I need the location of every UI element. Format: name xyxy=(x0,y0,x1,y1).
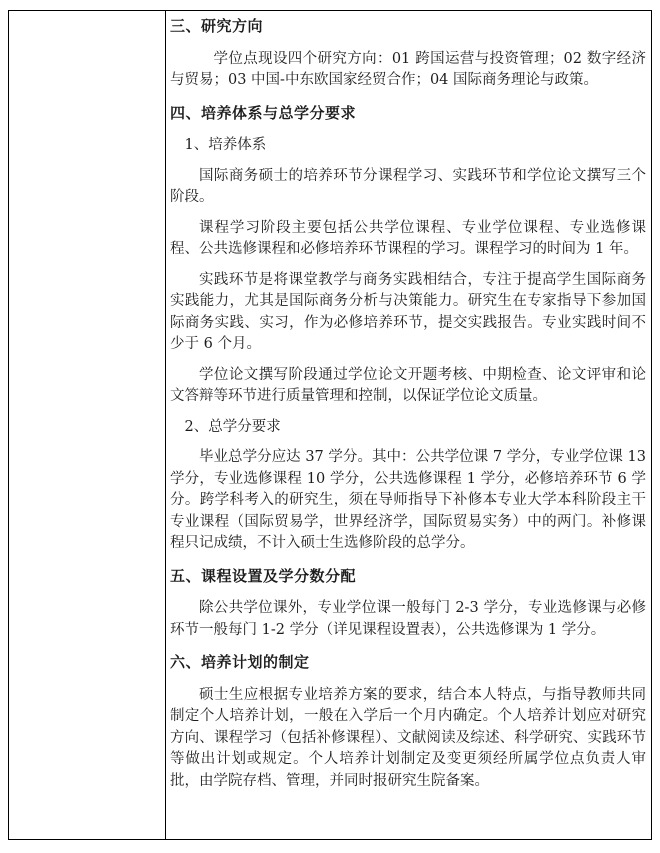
paragraph: 学位论文撰写阶段通过学位论文开题考核、中期检查、论文评审和论文答辩等环节进行质量管理和控制，以保证学位论文质量。 xyxy=(170,366,646,404)
sub-heading: 1、培养体系 xyxy=(184,137,267,153)
paragraph: 除公共学位课外，专业学位课一般每门 2-3 学分，专业选修课与必修环节一般每门 1-2 学分（详见课程设置表），公共选修课为 1 学分。 xyxy=(170,600,646,638)
left-empty-cell xyxy=(9,11,166,840)
layout-table xyxy=(8,10,652,840)
section-heading: 三、研究方向 xyxy=(170,17,264,35)
paragraph: 学位点现设四个研究方向：01 跨国运营与投资管理；02 数字经济与贸易；03 中国-中东欧国家经贸合作；04 国际商务理论与政策。 xyxy=(170,50,646,88)
paragraph: 课程学习阶段主要包括公共学位课程、专业学位课程、专业选修课程、公共选修课程和必修培养环节课程的学习。课程学习的时间为 1 年。 xyxy=(170,219,646,257)
paragraph: 硕士生应根据专业培养方案的要求，结合本人特点，与指导教师共同制定个人培养计划，一般在入学后一个月内确定。个人培养计划应对研究方向、课程学习（包括补修课程）、文献阅读及综述、科学研究、实践环节等做出计划或规定。个人培养计划制定及变更须经所属学位点负责人审批，由学院存档、管理，并同时报研究生院备案。 xyxy=(170,686,646,789)
section-heading: 六、培养计划的制定 xyxy=(170,653,310,671)
paragraph: 毕业总学分应达 37 学分。其中：公共学位课 7 学分，专业学位课 13 学分，专业选修课程 10 学分，公共选修课程 1 学分，必修培养环节 6 学分。跨学科考入的研究生，须在导师指导下补修本专业大学本科阶段主干专业课程（国际贸易学，世界经济学，国际贸易实务）中的两门。补修课程只记成绩，不计入硕士生选修阶段的总学分。 xyxy=(170,449,646,551)
table-row xyxy=(9,11,652,840)
sub-heading: 2、总学分要求 xyxy=(184,418,281,435)
section-heading: 四、培养体系与总学分要求 xyxy=(170,103,357,122)
paragraph: 国际商务硕士的培养环节分课程学习、实践环节和学位论文撰写三个阶段。 xyxy=(170,167,646,205)
section-heading: 五、课程设置及学分数分配 xyxy=(170,566,357,585)
paragraph: 实践环节是将课堂教学与商务实践相结合，专注于提高学生国际商务实践能力，尤其是国际商务分析与决策能力。研究生在专家指导下参加国际商务实践、实习，作为必修培养环节，提交实践报告。专业实践时间不少于 6 个月。 xyxy=(170,271,646,352)
content-cell xyxy=(166,11,652,840)
